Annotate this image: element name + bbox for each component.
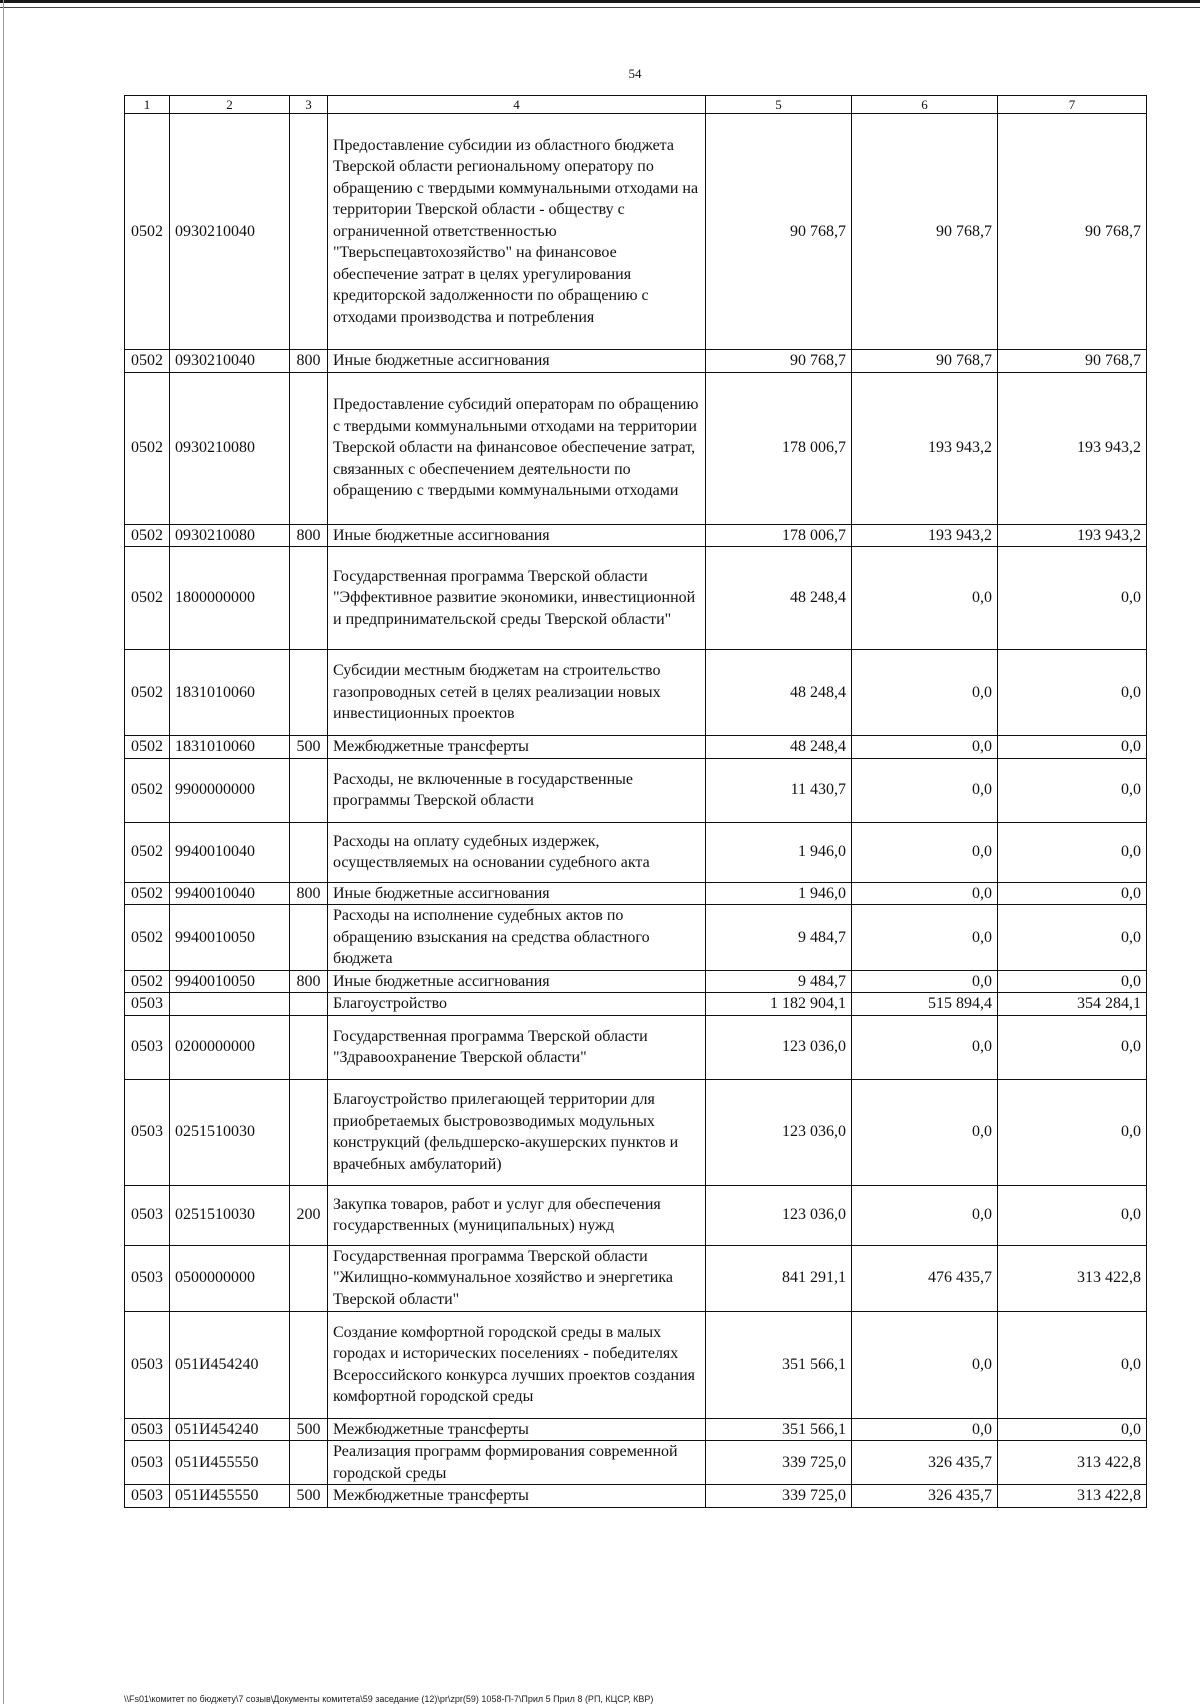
amount-col6-cell: 0,0 xyxy=(852,650,998,736)
expense-type-cell xyxy=(290,650,328,736)
table-row xyxy=(125,1245,1147,1311)
target-article-cell: 0200000000 xyxy=(170,1015,290,1079)
amount-col5-cell: 1 946,0 xyxy=(706,882,852,905)
amount-col5-cell: 48 248,4 xyxy=(706,650,852,736)
target-article-cell: 0930210040 xyxy=(170,350,290,373)
amount-col5-cell: 339 725,0 xyxy=(706,1485,852,1508)
item-name-cell: Иные бюджетные ассигнования xyxy=(328,970,706,993)
section-code-cell: 0503 xyxy=(125,1441,170,1485)
target-article-cell: 0251510030 xyxy=(170,1185,290,1245)
amount-col6-cell: 193 943,2 xyxy=(852,372,998,524)
table-row xyxy=(125,1418,1147,1441)
expense-type-cell: 800 xyxy=(290,350,328,373)
amount-col6-cell: 0,0 xyxy=(852,882,998,905)
table-row xyxy=(125,1079,1147,1185)
target-article-cell: 0251510030 xyxy=(170,1079,290,1185)
amount-col6-cell: 0,0 xyxy=(852,1185,998,1245)
amount-col7-cell: 0,0 xyxy=(998,758,1147,822)
expense-type-cell xyxy=(290,372,328,524)
amount-col6-cell: 326 435,7 xyxy=(852,1441,998,1485)
target-article-cell: 0930210080 xyxy=(170,372,290,524)
section-code-cell: 0502 xyxy=(125,905,170,971)
expense-type-cell xyxy=(290,993,328,1016)
section-code-cell: 0503 xyxy=(125,1485,170,1508)
section-code-cell: 0503 xyxy=(125,1311,170,1418)
section-code-cell: 0502 xyxy=(125,758,170,822)
item-name-cell: Благоустройство xyxy=(328,993,706,1016)
amount-col5-cell: 9 484,7 xyxy=(706,905,852,971)
table-row xyxy=(125,650,1147,736)
item-name-cell: Предоставление субсидий операторам по обращению с твердыми коммунальными отходами на территории Тверской области на финансовое обеспечение затрат, связанных с обеспечением деятельности по обращению с твердыми коммунальными отходами xyxy=(328,372,706,524)
table-row xyxy=(125,970,1147,993)
amount-col7-cell: 0,0 xyxy=(998,547,1147,650)
table-row xyxy=(125,1185,1147,1245)
section-code-cell: 0502 xyxy=(125,970,170,993)
header-cell-5: 5 xyxy=(706,96,852,114)
table-row xyxy=(125,547,1147,650)
amount-col5-cell: 123 036,0 xyxy=(706,1079,852,1185)
amount-col6-cell: 0,0 xyxy=(852,1418,998,1441)
budget-table xyxy=(124,95,1147,1508)
expense-type-cell: 800 xyxy=(290,524,328,547)
amount-col6-cell: 90 768,7 xyxy=(852,114,998,350)
footer-file-path: \\Fs01\комитет по бюджету\7 созыв\Документы комитета\59 заседание (12)\pr\zpr(59) 1058-П-7\Прил 5 Прил 8 (РП, КЦСР, КВР) xyxy=(124,1694,654,1704)
expense-type-cell: 200 xyxy=(290,1185,328,1245)
expense-type-cell xyxy=(290,1311,328,1418)
amount-col5-cell: 123 036,0 xyxy=(706,1015,852,1079)
section-code-cell: 0503 xyxy=(125,1079,170,1185)
amount-col5-cell: 339 725,0 xyxy=(706,1441,852,1485)
amount-col6-cell: 476 435,7 xyxy=(852,1245,998,1311)
amount-col5-cell: 351 566,1 xyxy=(706,1418,852,1441)
amount-col7-cell: 0,0 xyxy=(998,882,1147,905)
amount-col5-cell: 178 006,7 xyxy=(706,372,852,524)
amount-col6-cell: 326 435,7 xyxy=(852,1485,998,1508)
expense-type-cell: 500 xyxy=(290,736,328,759)
section-code-cell: 0502 xyxy=(125,650,170,736)
target-article-cell: 0930210080 xyxy=(170,524,290,547)
target-article-cell: 9940010050 xyxy=(170,970,290,993)
table-row xyxy=(125,1015,1147,1079)
amount-col7-cell: 0,0 xyxy=(998,650,1147,736)
top-border-line-thin xyxy=(0,7,1200,8)
amount-col5-cell: 178 006,7 xyxy=(706,524,852,547)
target-article-cell: 9940010040 xyxy=(170,822,290,882)
amount-col7-cell: 313 422,8 xyxy=(998,1245,1147,1311)
target-article-cell: 1831010060 xyxy=(170,736,290,759)
left-border-line xyxy=(3,0,4,1704)
expense-type-cell xyxy=(290,1441,328,1485)
expense-type-cell: 800 xyxy=(290,882,328,905)
table-row xyxy=(125,882,1147,905)
amount-col7-cell: 0,0 xyxy=(998,822,1147,882)
target-article-cell: 1831010060 xyxy=(170,650,290,736)
item-name-cell: Расходы на оплату судебных издержек, осуществляемых на основании судебного акта xyxy=(328,822,706,882)
target-article-cell: 051И455550 xyxy=(170,1485,290,1508)
table-row xyxy=(125,905,1147,971)
item-name-cell: Благоустройство прилегающей территории для приобретаемых быстровозводимых модульных конструкций (фельдшерско-акушерских пунктов и врачебных амбулаторий) xyxy=(328,1079,706,1185)
amount-col7-cell: 0,0 xyxy=(998,905,1147,971)
amount-col7-cell: 313 422,8 xyxy=(998,1485,1147,1508)
page-number: 54 xyxy=(628,66,642,81)
item-name-cell: Иные бюджетные ассигнования xyxy=(328,350,706,373)
section-code-cell: 0502 xyxy=(125,822,170,882)
target-article-cell: 9940010040 xyxy=(170,882,290,905)
table-row xyxy=(125,993,1147,1016)
expense-type-cell: 800 xyxy=(290,970,328,993)
table-row xyxy=(125,822,1147,882)
amount-col7-cell: 0,0 xyxy=(998,1185,1147,1245)
item-name-cell: Закупка товаров, работ и услуг для обеспечения государственных (муниципальных) нужд xyxy=(328,1185,706,1245)
target-article-cell: 0930210040 xyxy=(170,114,290,350)
item-name-cell: Государственная программа Тверской области "Жилищно-коммунальное хозяйство и энергетика Тверской области" xyxy=(328,1245,706,1311)
amount-col6-cell: 193 943,2 xyxy=(852,524,998,547)
amount-col7-cell: 0,0 xyxy=(998,970,1147,993)
amount-col7-cell: 0,0 xyxy=(998,736,1147,759)
amount-col6-cell: 90 768,7 xyxy=(852,350,998,373)
amount-col7-cell: 0,0 xyxy=(998,1418,1147,1441)
table-row xyxy=(125,1485,1147,1508)
amount-col6-cell: 0,0 xyxy=(852,1079,998,1185)
item-name-cell: Субсидии местным бюджетам на строительство газопроводных сетей в целях реализации новых инвестиционных проектов xyxy=(328,650,706,736)
amount-col6-cell: 0,0 xyxy=(852,905,998,971)
item-name-cell: Межбюджетные трансферты xyxy=(328,1485,706,1508)
target-article-cell: 9900000000 xyxy=(170,758,290,822)
section-code-cell: 0502 xyxy=(125,372,170,524)
amount-col5-cell: 48 248,4 xyxy=(706,547,852,650)
amount-col6-cell: 0,0 xyxy=(852,547,998,650)
table-row xyxy=(125,372,1147,524)
item-name-cell: Межбюджетные трансферты xyxy=(328,1418,706,1441)
amount-col6-cell: 515 894,4 xyxy=(852,993,998,1016)
item-name-cell: Реализация программ формирования современной городской среды xyxy=(328,1441,706,1485)
top-border-line xyxy=(0,0,1200,3)
amount-col7-cell: 90 768,7 xyxy=(998,350,1147,373)
expense-type-cell xyxy=(290,905,328,971)
table-row xyxy=(125,524,1147,547)
target-article-cell: 051И454240 xyxy=(170,1418,290,1441)
header-cell-2: 2 xyxy=(170,96,290,114)
table-row xyxy=(125,1441,1147,1485)
expense-type-cell: 500 xyxy=(290,1418,328,1441)
table-row xyxy=(125,350,1147,373)
item-name-cell: Государственная программа Тверской области "Эффективное развитие экономики, инвестиционной и предпринимательской среды Тверской области" xyxy=(328,547,706,650)
amount-col5-cell: 48 248,4 xyxy=(706,736,852,759)
amount-col5-cell: 11 430,7 xyxy=(706,758,852,822)
section-code-cell: 0503 xyxy=(125,1245,170,1311)
target-article-cell: 9940010050 xyxy=(170,905,290,971)
expense-type-cell xyxy=(290,822,328,882)
amount-col5-cell: 9 484,7 xyxy=(706,970,852,993)
item-name-cell: Создание комфортной городской среды в малых городах и исторических поселениях - победителях Всероссийского конкурса лучших проектов создания комфортной городской среды xyxy=(328,1311,706,1418)
amount-col5-cell: 351 566,1 xyxy=(706,1311,852,1418)
item-name-cell: Расходы, не включенные в государственные программы Тверской области xyxy=(328,758,706,822)
section-code-cell: 0502 xyxy=(125,547,170,650)
table-header-row xyxy=(125,96,1147,114)
item-name-cell: Межбюджетные трансферты xyxy=(328,736,706,759)
item-name-cell: Иные бюджетные ассигнования xyxy=(328,882,706,905)
amount-col6-cell: 0,0 xyxy=(852,822,998,882)
amount-col7-cell: 0,0 xyxy=(998,1079,1147,1185)
section-code-cell: 0502 xyxy=(125,114,170,350)
header-cell-7: 7 xyxy=(998,96,1147,114)
expense-type-cell xyxy=(290,114,328,350)
header-cell-6: 6 xyxy=(852,96,998,114)
section-code-cell: 0503 xyxy=(125,1015,170,1079)
item-name-cell: Государственная программа Тверской области "Здравоохранение Тверской области" xyxy=(328,1015,706,1079)
amount-col6-cell: 0,0 xyxy=(852,1015,998,1079)
amount-col7-cell: 0,0 xyxy=(998,1015,1147,1079)
section-code-cell: 0502 xyxy=(125,350,170,373)
table-row xyxy=(125,114,1147,350)
section-code-cell: 0503 xyxy=(125,993,170,1016)
header-cell-1: 1 xyxy=(125,96,170,114)
amount-col5-cell: 123 036,0 xyxy=(706,1185,852,1245)
section-code-cell: 0502 xyxy=(125,524,170,547)
header-cell-3: 3 xyxy=(290,96,328,114)
item-name-cell: Предоставление субсидии из областного бюджета Тверской области региональному оператору по обращению с твердыми коммунальными отходами на территории Тверской области - обществу с ограниченной ответственностью "Тверьспецавтохозяйство" на финансовое обеспечение затрат в целях урегулирования кредиторской задолженности по обращению с отходами производства и потребления xyxy=(328,114,706,350)
amount-col5-cell: 1 182 904,1 xyxy=(706,993,852,1016)
target-article-cell: 051И455550 xyxy=(170,1441,290,1485)
amount-col5-cell: 90 768,7 xyxy=(706,114,852,350)
table-row xyxy=(125,736,1147,759)
section-code-cell: 0502 xyxy=(125,882,170,905)
section-code-cell: 0503 xyxy=(125,1418,170,1441)
header-cell-4: 4 xyxy=(328,96,706,114)
amount-col5-cell: 1 946,0 xyxy=(706,822,852,882)
amount-col7-cell: 193 943,2 xyxy=(998,524,1147,547)
amount-col7-cell: 193 943,2 xyxy=(998,372,1147,524)
amount-col6-cell: 0,0 xyxy=(852,1311,998,1418)
amount-col6-cell: 0,0 xyxy=(852,970,998,993)
section-code-cell: 0503 xyxy=(125,1185,170,1245)
target-article-cell: 0500000000 xyxy=(170,1245,290,1311)
table-row xyxy=(125,1311,1147,1418)
table-row xyxy=(125,758,1147,822)
expense-type-cell: 500 xyxy=(290,1485,328,1508)
target-article-cell: 1800000000 xyxy=(170,547,290,650)
target-article-cell: 051И454240 xyxy=(170,1311,290,1418)
expense-type-cell xyxy=(290,547,328,650)
amount-col6-cell: 0,0 xyxy=(852,758,998,822)
amount-col6-cell: 0,0 xyxy=(852,736,998,759)
item-name-cell: Иные бюджетные ассигнования xyxy=(328,524,706,547)
amount-col7-cell: 313 422,8 xyxy=(998,1441,1147,1485)
expense-type-cell xyxy=(290,758,328,822)
expense-type-cell xyxy=(290,1079,328,1185)
amount-col5-cell: 841 291,1 xyxy=(706,1245,852,1311)
expense-type-cell xyxy=(290,1015,328,1079)
expense-type-cell xyxy=(290,1245,328,1311)
amount-col7-cell: 90 768,7 xyxy=(998,114,1147,350)
section-code-cell: 0502 xyxy=(125,736,170,759)
amount-col7-cell: 354 284,1 xyxy=(998,993,1147,1016)
item-name-cell: Расходы на исполнение судебных актов по обращению взыскания на средства областного бюджета xyxy=(328,905,706,971)
target-article-cell xyxy=(170,993,290,1016)
amount-col5-cell: 90 768,7 xyxy=(706,350,852,373)
amount-col7-cell: 0,0 xyxy=(998,1311,1147,1418)
